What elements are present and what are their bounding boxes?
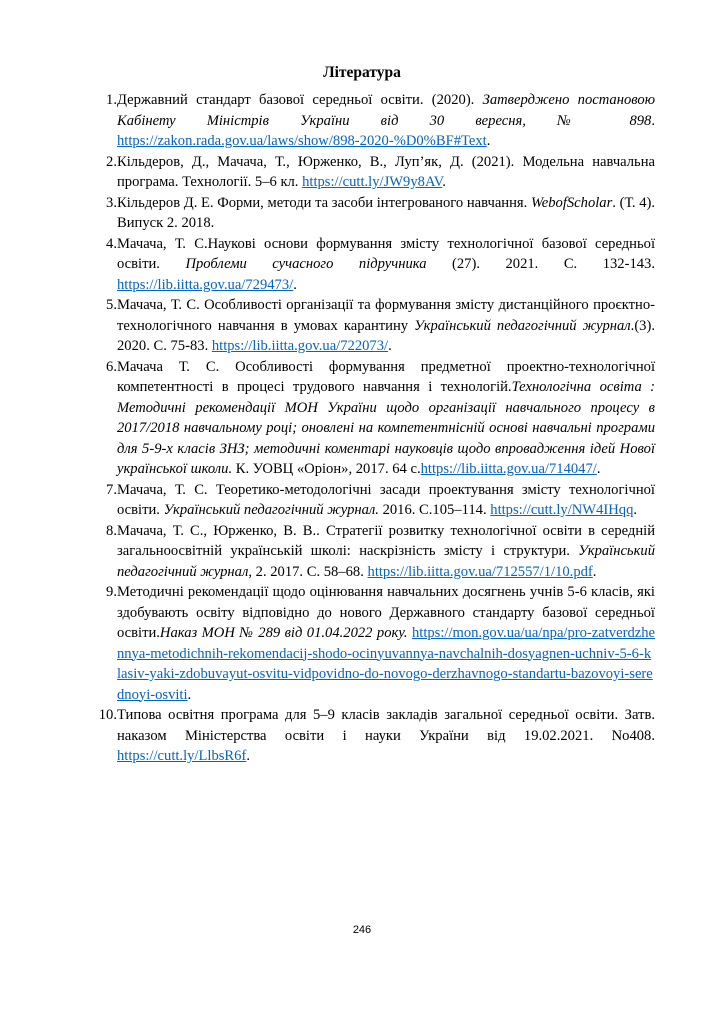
- reference-text-part: .: [486, 133, 491, 149]
- reference-item: [92, 152, 655, 193]
- page-number: 246: [352, 924, 372, 936]
- reference-text: [117, 193, 655, 234]
- reference-link[interactable]: https://lib.iitta.gov.ua/722073/: [211, 338, 389, 354]
- reference-number: 8.: [106, 522, 117, 539]
- reference-text: [117, 521, 655, 583]
- reference-text-part: .(3). 2020. С. 75-83.: [117, 317, 655, 354]
- reference-text-part: 2016. С.105–114.: [378, 502, 491, 518]
- reference-link[interactable]: https://zakon.rada.gov.ua/laws/show/898-2020-%D0%BF#Text: [117, 133, 487, 149]
- reference-number: 2.: [106, 153, 117, 170]
- reference-item: [92, 521, 655, 583]
- reference-text: [117, 705, 655, 767]
- reference-text-part: .: [633, 502, 638, 518]
- reference-number: 10.: [98, 707, 117, 723]
- reference-text-part: Мачача, Т. С. Особливості організації та формування змісту дистанційного проєктно-технологічного навчання в умовах карантину: [117, 297, 655, 334]
- reference-italic-part: WebofScholar: [530, 194, 613, 211]
- reference-text-part: .: [187, 686, 192, 703]
- reference-italic-part: Український педагогічний журнал: [414, 317, 631, 334]
- reference-text-part: .: [246, 748, 250, 764]
- reference-text: [117, 582, 655, 705]
- reference-number: 7.: [106, 481, 117, 498]
- reference-text: [117, 152, 655, 193]
- reference-number: 5.: [106, 297, 117, 313]
- reference-text-part: Мачача, Т. С.Наукові основи формування змісту технологічної базової середньої освіти.: [117, 235, 655, 272]
- reference-text: [117, 234, 655, 296]
- reference-text-part: Мачача, Т. С. Теоретико-методологічні засади проектування змісту технологічної освіти.: [117, 481, 655, 518]
- reference-item: [92, 90, 655, 152]
- reference-item: [92, 193, 655, 234]
- reference-text-part: .: [596, 461, 601, 477]
- reference-link[interactable]: https://cutt.ly/LlbsR6f: [117, 748, 247, 764]
- reference-text-part: Мачача, Т. С., Юрженко, В. В.. Стратегії розвитку технологічної освіти в середній загальноосвітній українській школі: наскрізність змісту і структури.: [117, 522, 655, 559]
- reference-text-part: .: [592, 563, 597, 580]
- reference-text-part: Державний стандарт базової середньої освіти. (2020).: [117, 92, 483, 108]
- reference-text-part: Типова освітня програма для 5–9 класів закладів загальної середньої освіти. Затв. наказом Міністерства освіти і науки України від 19.02.2021. No408.: [117, 707, 655, 744]
- reference-number: 9.: [106, 584, 117, 600]
- reference-link[interactable]: https://mon.gov.ua/ua/npa/pro-zatverdzhennya-metodichnih-rekomendacij-shodo-ocinyuvannya-navchalnih-dosyagnen-uchniv-5-6-klasiv-yaki-zdobuvayut-osvitu-vidpovidno-do-novogo-derzhavnogo-standartu-bazovoyi-serednoyi-osviti: [117, 625, 655, 703]
- reference-text-part: Кільдеров, Д., Мачача, Т., Юрженко, В., Луп’як, Д. (2021). Модельна навчальна програма. Технології. 5–6 кл.: [117, 153, 655, 190]
- reference-text-part: .: [388, 338, 392, 354]
- reference-italic-part: Затверджено постановою Кабінету Міністрів України від 30 вересня, № 898: [117, 92, 655, 129]
- reference-number: 1.: [106, 92, 117, 108]
- reference-item: [92, 357, 655, 480]
- reference-text-part: .: [651, 112, 655, 129]
- reference-text-part: , 2. 2017. С. 58–68.: [248, 563, 368, 580]
- reference-link[interactable]: https://cutt.ly/JW9y8AV: [302, 174, 443, 190]
- reference-item: [92, 480, 655, 521]
- reference-italic-part: Технологічна освіта : Методичні рекомендації МОН України щодо організації навчального процесу в 2017/2018 навчальному році; оновлені на компетентнісній основі навчальні програми для 5-9-х класів ЗНЗ; методичні коментарі науковців щодо впровадження ідей Нової української школи.: [117, 379, 655, 477]
- reference-text: [117, 295, 655, 357]
- reference-item: [92, 234, 655, 296]
- reference-item: [92, 705, 655, 767]
- reference-number: 4.: [106, 235, 117, 252]
- reference-text-part: .: [293, 276, 297, 293]
- reference-item: [92, 295, 655, 357]
- page-title: Література: [323, 64, 401, 81]
- reference-text: [117, 357, 655, 480]
- reference-text-part: К. УОВЦ «Оріон», 2017. 64 с.: [232, 461, 421, 477]
- reference-italic-part: Проблеми сучасного підручника: [185, 256, 427, 272]
- reference-text-part: (27). 2021. С. 132-143.: [426, 256, 655, 272]
- reference-text-part: Мачача Т. С. Особливості формування предметної проектно-технологічної компетентності в процесі трудового навчання і технологій.: [117, 358, 655, 395]
- reference-text-part: . (Т. 4). Випуск 2. 2018.: [117, 194, 655, 231]
- reference-list: [92, 90, 655, 767]
- reference-link[interactable]: https://cutt.ly/NW4IHqq: [490, 502, 634, 518]
- reference-number: 3.: [106, 194, 117, 211]
- reference-item: [92, 582, 655, 705]
- reference-text-part: .: [442, 174, 446, 190]
- reference-link[interactable]: https://lib.iitta.gov.ua/729473/: [117, 276, 294, 293]
- reference-text-part: Кільдеров Д. Е. Форми, методи та засоби інтегрованого навчання.: [117, 194, 531, 211]
- reference-link[interactable]: https://lib.iitta.gov.ua/714047/: [420, 461, 597, 477]
- reference-italic-part: Наказ МОН № 289 від 01.04.2022 року.: [159, 625, 408, 641]
- reference-link[interactable]: https://lib.iitta.gov.ua/712557/1/10.pdf: [367, 563, 593, 580]
- reference-number: 6.: [106, 358, 117, 375]
- reference-text: [117, 90, 655, 152]
- reference-text: [117, 480, 655, 521]
- reference-text-part: Методичні рекомендації щодо оцінювання навчальних досягнень учнів 5-6 класів, які здобувають освіту відповідно до нового Державного стандарту базової середньої освіти.: [117, 584, 655, 641]
- reference-italic-part: Український педагогічний журнал.: [163, 502, 379, 518]
- reference-italic-part: Український педагогічний журнал: [117, 543, 655, 580]
